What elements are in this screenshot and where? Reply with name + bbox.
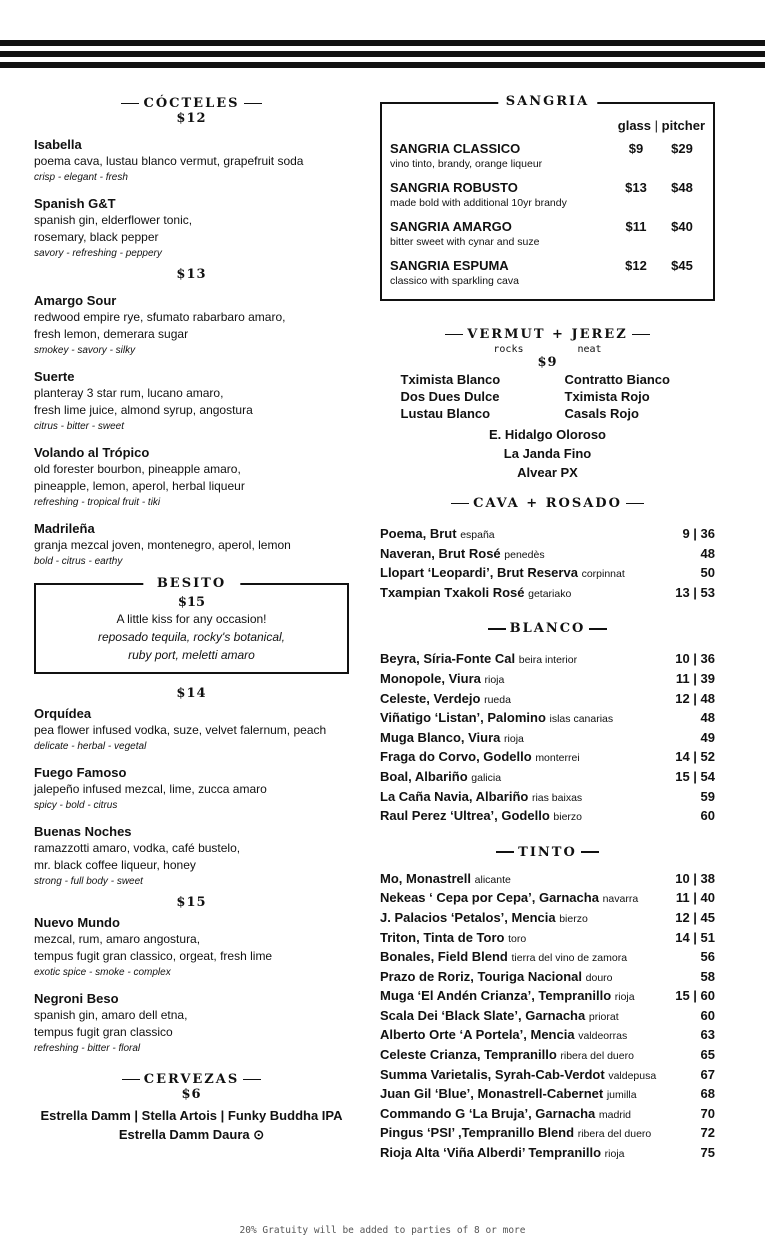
wine-region: getariako (528, 587, 572, 600)
sangria-prices (613, 180, 705, 211)
sangria-info (390, 180, 567, 211)
cocktail-item (34, 823, 349, 889)
cocktail-ingredients: poema cava, lustau blanco vermut, grapefruit soda (34, 154, 304, 168)
wine-label (380, 870, 511, 890)
wine-region: valdepusa (608, 1069, 657, 1082)
wine-name: Mo, Monastrell (380, 870, 472, 886)
wine-name: Summa Varietalis, Syrah-Cab-Verdot (380, 1066, 605, 1082)
wine-label (380, 1046, 634, 1066)
jerez-item: La Janda Fino (503, 446, 592, 461)
wine-row (380, 1144, 715, 1164)
wine-name: Pingus ‘PSI’ ,Tempranillo Blend (380, 1125, 575, 1141)
wine-region: islas canarias (549, 713, 614, 726)
wine-row (380, 525, 715, 545)
wine-price: 67 (700, 1066, 715, 1082)
wine-row (380, 709, 715, 729)
wine-price: 10 | 38 (675, 870, 715, 886)
wine-label (380, 1026, 627, 1046)
beer-list (34, 1106, 349, 1144)
cocktail-name: Suerte (34, 369, 75, 384)
cocktail-ingredients: spanish gin, elderflower tonic, (34, 213, 193, 227)
wine-name: Prazo de Roriz, Touriga Nacional (380, 968, 583, 984)
wine-name: Alberto Orte ‘A Portela’, Mencia (380, 1027, 575, 1043)
cocteles-heading: CÓCTELES (34, 96, 349, 111)
cocktail-ingredients: granja mezcal joven, montenegro, aperol, lemon (34, 538, 291, 552)
wine-row (380, 748, 715, 768)
cocktail-tasting-notes: savory - refreshing - peppery (34, 248, 162, 259)
besito-line1: A little kiss for any occasion! (116, 612, 267, 626)
right-column (380, 96, 715, 1164)
wine-label (380, 987, 635, 1007)
cervezas-price: $6 (181, 1087, 202, 1102)
cocktail-ingredients: redwood empire rye, sfumato rabarbaro amaro, (34, 310, 286, 324)
tinto-list (380, 870, 715, 1164)
wine-name: Bonales, Field Blend (380, 949, 508, 965)
wine-label (380, 768, 501, 788)
cocktail-item (34, 520, 349, 569)
cocktail-name: Spanish G&T (34, 196, 116, 211)
cocktail-ingredients: pineapple, lemon, aperol, herbal liqueur (34, 479, 245, 493)
jerez-list (380, 425, 715, 482)
sangria-info (390, 219, 539, 250)
sangria-name: SANGRIA ESPUMA (390, 258, 509, 273)
cocktail-tasting-notes: refreshing - tropical fruit - tiki (34, 497, 161, 508)
vermut-price: $9 (537, 355, 558, 370)
cocktail-ingredients: old forester bourbon, pineapple amaro, (34, 462, 241, 476)
wine-row (380, 1105, 715, 1125)
wine-row (380, 929, 715, 949)
wine-row (380, 1124, 715, 1144)
wine-name: La Caña Navia, Albariño (380, 788, 529, 804)
wine-region: galicia (471, 771, 502, 784)
cocktail-group-13 (34, 292, 349, 569)
cocktail-name: Volando al Trópico (34, 445, 150, 460)
wine-price: 14 | 52 (675, 749, 715, 765)
wine-region: penedès (504, 548, 545, 561)
wine-label (380, 545, 545, 565)
wine-region: priorat (588, 1010, 619, 1023)
sangria-title: SANGRIA (498, 94, 597, 109)
wine-name: Raul Perez ‘Ultrea’, Godello (380, 808, 550, 824)
wine-price: 13 | 53 (675, 584, 715, 600)
vermut-item: Dos Dues Dulce (400, 389, 500, 404)
sangria-glass-price: $9 (628, 141, 644, 156)
wine-row (380, 584, 715, 604)
wine-price: 68 (700, 1086, 715, 1102)
sangria-pitcher-price: $48 (671, 180, 693, 195)
cocktail-item (34, 764, 349, 813)
vermut-item: Tximista Blanco (400, 372, 501, 387)
wine-label (380, 1144, 625, 1164)
besito-line3: ruby port, meletti amaro (128, 648, 255, 662)
cocktail-tasting-notes: delicate - herbal - vegetal (34, 741, 147, 752)
wine-row (380, 1026, 715, 1046)
cocktail-ingredients: mr. black coffee liqueur, honey (34, 858, 196, 872)
wine-region: madrid (598, 1108, 632, 1121)
besito-price: $15 (177, 595, 206, 610)
cocktail-tasting-notes: exotic spice - smoke - complex (34, 967, 171, 978)
wine-region: navarra (602, 893, 639, 906)
wine-label (380, 909, 588, 929)
vermut-item: Contratto Bianco (564, 372, 670, 387)
cervezas-heading: CERVEZAS (34, 1072, 349, 1087)
wine-name: Muga ‘El Andén Crianza’, Tempranillo (380, 988, 612, 1004)
vermut-item: Casals Rojo (564, 406, 639, 421)
cocktail-name: Amargo Sour (34, 293, 117, 308)
wine-label (380, 1007, 619, 1027)
sangria-row (390, 219, 705, 250)
cocktail-group-15 (34, 914, 349, 1056)
vermut-heading: VERMUT + JEREZ (380, 327, 715, 342)
wine-name: Nekeas ‘ Cepa por Cepa’, Garnacha (380, 890, 599, 906)
cocktail-tasting-notes: smokey - savory - silky (34, 345, 136, 356)
wine-price: 58 (700, 968, 715, 984)
cocktail-name: Fuego Famoso (34, 765, 127, 780)
wine-name: Txampian Txakoli Rosé (380, 584, 525, 600)
cocktail-name: Negroni Beso (34, 991, 119, 1006)
cava-heading: CAVA + ROSADO (380, 496, 715, 511)
wine-price: 10 | 36 (675, 651, 715, 667)
wine-price: 72 (700, 1125, 715, 1141)
wine-price: 56 (700, 949, 715, 965)
sangria-row (390, 180, 705, 211)
vermut-item: Tximista Rojo (564, 389, 650, 404)
price-tier-15: $15 (176, 895, 207, 910)
wine-region: monterrei (535, 752, 580, 765)
wine-price: 48 (700, 545, 715, 561)
sangria-box (380, 94, 715, 301)
wine-region: alicante (474, 873, 511, 886)
wine-region: toro (508, 932, 527, 945)
wine-price: 60 (700, 1007, 715, 1023)
wine-price: 70 (700, 1105, 715, 1121)
sangria-prices (613, 141, 705, 172)
wine-name: Viñatigo ‘Listan’, Palomino (380, 710, 546, 726)
sangria-pitcher-price: $40 (671, 219, 693, 234)
wine-price: 15 | 54 (675, 768, 715, 784)
cocktail-group-12 (34, 136, 349, 261)
wine-region: ribera del duero (560, 1050, 634, 1063)
wine-name: Scala Dei ‘Black Slate’, Garnacha (380, 1007, 586, 1023)
wine-region: rias baixas (531, 791, 583, 804)
wine-row (380, 1007, 715, 1027)
tinto-heading: TINTO (380, 845, 715, 860)
wine-label (380, 584, 571, 604)
sangria-name: SANGRIA ROBUSTO (390, 180, 518, 195)
cocktail-ingredients: fresh lemon, demerara sugar (34, 327, 189, 341)
left-column (34, 96, 349, 1144)
wine-name: Poema, Brut (380, 526, 457, 541)
wine-row (380, 1046, 715, 1066)
wine-price: 12 | 48 (675, 690, 715, 706)
wine-row (380, 807, 715, 827)
wine-name: Juan Gil ‘Blue’, Monastrell-Cabernet (380, 1086, 604, 1102)
wine-region: rioja (504, 732, 524, 745)
wine-label (380, 1124, 651, 1144)
sangria-name: SANGRIA AMARGO (390, 219, 512, 234)
sangria-pitcher-price: $45 (671, 258, 693, 273)
blanco-heading: BLANCO (380, 621, 715, 636)
sangria-name: SANGRIA CLASSICO (390, 141, 521, 156)
wine-name: Beyra, Síria-Fonte Cal (380, 651, 516, 667)
wine-label (380, 1066, 656, 1086)
vermut-subheading: rocks neat (493, 344, 602, 355)
wine-price: 60 (700, 808, 715, 824)
cocktail-group-14 (34, 705, 349, 889)
wine-region: españa (460, 529, 495, 541)
cocktail-item (34, 705, 349, 754)
sangria-glass-price: $11 (625, 219, 647, 234)
wine-row (380, 650, 715, 670)
sangria-glass-price: $12 (625, 258, 647, 273)
cocktail-item (34, 195, 349, 261)
wine-label (380, 670, 504, 690)
sangria-desc: vino tinto, brandy, orange liqueur (390, 158, 543, 170)
wine-region: valdeorras (578, 1030, 628, 1043)
cocktail-name: Orquídea (34, 706, 92, 721)
wine-region: rioja (484, 673, 505, 686)
wine-row (380, 545, 715, 565)
wine-price: 15 | 60 (675, 988, 715, 1004)
cocktail-ingredients: pea flower infused vodka, suze, velvet falernum, peach (34, 723, 327, 737)
wine-name: J. Palacios ‘Petalos’, Mencia (380, 909, 556, 925)
wine-label (380, 650, 577, 670)
wine-region: rioja (604, 1148, 625, 1161)
cocktail-tasting-notes: citrus - bitter - sweet (34, 421, 125, 432)
blanco-list (380, 650, 715, 826)
cocktail-name: Nuevo Mundo (34, 915, 120, 930)
wine-name: Boal, Albariño (380, 768, 468, 784)
wine-region: corpinnat (581, 568, 625, 581)
cocktail-ingredients: tempus fugit gran classico, orgeat, fresh lime (34, 949, 273, 963)
wine-price: 49 (700, 729, 715, 745)
wine-price: 11 | 40 (675, 890, 715, 906)
wine-name: Celeste, Verdejo (380, 690, 481, 706)
wine-name: Celeste Crianza, Tempranillo (380, 1047, 557, 1063)
sangria-desc: made bold with additional 10yr brandy (390, 197, 567, 209)
gratuity-note: 20% Gratuity will be added to parties of 8 or more (239, 1225, 526, 1236)
cocktail-name: Buenas Noches (34, 824, 132, 839)
wine-row (380, 729, 715, 749)
wine-name: Rioja Alta ‘Viña Alberdi’ Tempranillo (380, 1145, 602, 1161)
besito-box (34, 576, 349, 674)
wine-label (380, 788, 582, 808)
cocktail-item (34, 368, 349, 434)
wine-row (380, 870, 715, 890)
wine-price: 11 | 39 (675, 670, 715, 686)
wine-row (380, 968, 715, 988)
cava-list (380, 525, 715, 603)
wine-label (380, 525, 495, 545)
price-tier-14: $14 (176, 686, 207, 701)
cocktail-ingredients: mezcal, rum, amaro angostura, (34, 932, 201, 946)
wine-row (380, 690, 715, 710)
sangria-row (390, 141, 705, 172)
wine-name: Fraga do Corvo, Godello (380, 749, 532, 765)
sangria-glass-price: $13 (625, 180, 647, 195)
wine-region: rioja (614, 991, 635, 1004)
header-stripes (0, 40, 765, 73)
wine-price: 9 | 36 (682, 526, 715, 541)
wine-row (380, 564, 715, 584)
wine-row (380, 1066, 715, 1086)
vermut-grid (380, 372, 715, 421)
cocktail-item (34, 444, 349, 510)
cocktail-tasting-notes: bold - citrus - earthy (34, 556, 123, 567)
wine-label (380, 748, 580, 768)
cocktail-item (34, 914, 349, 980)
cocktail-item (34, 292, 349, 358)
wine-label (380, 807, 582, 827)
jerez-item: E. Hidalgo Oloroso (488, 427, 606, 442)
cocktail-item (34, 136, 349, 185)
wine-name: Llopart ‘Leopardi’, Brut Reserva (380, 565, 578, 581)
sangria-desc: classico with sparkling cava (390, 275, 519, 287)
vermut-item: Lustau Blanco (400, 406, 491, 421)
wine-label (380, 564, 625, 584)
cocktail-item (34, 990, 349, 1056)
sangria-pitcher-price: $29 (671, 141, 693, 156)
sangria-prices (613, 258, 705, 289)
wine-row (380, 670, 715, 690)
wine-price: 12 | 45 (675, 909, 715, 925)
wine-label (380, 690, 511, 710)
wine-label (380, 1105, 631, 1125)
wine-row (380, 987, 715, 1007)
cocktail-ingredients: jalepeño infused mezcal, lime, zucca amaro (34, 782, 267, 796)
wine-row (380, 948, 715, 968)
sangria-prices (613, 219, 705, 250)
cocktail-ingredients: fresh lime juice, almond syrup, angostura (34, 403, 253, 417)
wine-price: 48 (700, 710, 715, 726)
wine-label (380, 948, 627, 968)
cocktail-ingredients: ramazzotti amaro, vodka, café bustelo, (34, 841, 241, 855)
wine-price: 14 | 51 (675, 929, 715, 945)
wine-label (380, 968, 613, 988)
besito-line2: reposado tequila, rocky's botanical, (97, 630, 286, 644)
cocktail-tasting-notes: strong - full body - sweet (34, 876, 143, 887)
wine-row (380, 909, 715, 929)
wine-label (380, 889, 638, 909)
wine-label (380, 709, 613, 729)
wine-region: tierra del vino de zamora (511, 952, 628, 965)
wine-region: rueda (484, 693, 511, 706)
wine-price: 63 (700, 1027, 715, 1043)
wine-name: Commando G ‘La Bruja’, Garnacha (380, 1105, 596, 1121)
sangria-desc: bitter sweet with cynar and suze (390, 236, 540, 248)
wine-region: bierzo (559, 912, 588, 925)
cocktail-tasting-notes: refreshing - bitter - floral (34, 1043, 141, 1054)
cocktail-ingredients: tempus fugit gran classico (34, 1025, 173, 1039)
wine-price: 59 (700, 788, 715, 804)
wine-region: ribera del duero (577, 1128, 652, 1141)
cocktail-ingredients: planteray 3 star rum, lucano amaro, (34, 386, 224, 400)
cocktail-tasting-notes: crisp - elegant - fresh (34, 172, 128, 183)
wine-row (380, 788, 715, 808)
wine-region: beira interior (518, 654, 578, 667)
cocktail-tasting-notes: spicy - bold - citrus (34, 800, 118, 811)
wine-name: Triton, Tinta de Toro (380, 929, 505, 945)
besito-title: BESITO (143, 576, 240, 591)
jerez-item: Alvear PX (517, 465, 578, 480)
wine-row (380, 889, 715, 909)
wine-row (380, 1085, 715, 1105)
sangria-info (390, 258, 519, 289)
wine-label (380, 1085, 637, 1105)
wine-price: 65 (700, 1047, 715, 1063)
sangria-row (390, 258, 705, 289)
sangria-columns: glass | pitcher (617, 118, 705, 133)
wine-price: 75 (700, 1145, 715, 1161)
cocktail-name: Madrileña (34, 521, 95, 536)
cocktail-ingredients: rosemary, black pepper (34, 230, 159, 244)
wine-region: douro (585, 971, 613, 984)
wine-price: 50 (700, 565, 715, 581)
wine-row (380, 768, 715, 788)
sangria-list (390, 141, 705, 289)
sangria-info (390, 141, 542, 172)
beer-line1: Estrella Damm | Stella Artois | Funky Buddha IPA (40, 1108, 343, 1123)
wine-name: Muga Blanco, Viura (380, 729, 501, 745)
wine-region: jumilla (606, 1089, 637, 1102)
wine-region: bierzo (553, 811, 583, 824)
wine-name: Naveran, Brut Rosé (380, 545, 501, 561)
wine-label (380, 929, 526, 949)
cocktail-name: Isabella (34, 137, 82, 152)
wine-label (380, 729, 524, 749)
price-tier-13: $13 (176, 267, 207, 282)
cocktail-ingredients: spanish gin, amaro dell etna, (34, 1008, 188, 1022)
beer-line2: Estrella Damm Daura ⊙ (118, 1127, 265, 1142)
wine-name: Monopole, Viura (380, 670, 481, 686)
price-tier-12: $12 (176, 111, 207, 126)
